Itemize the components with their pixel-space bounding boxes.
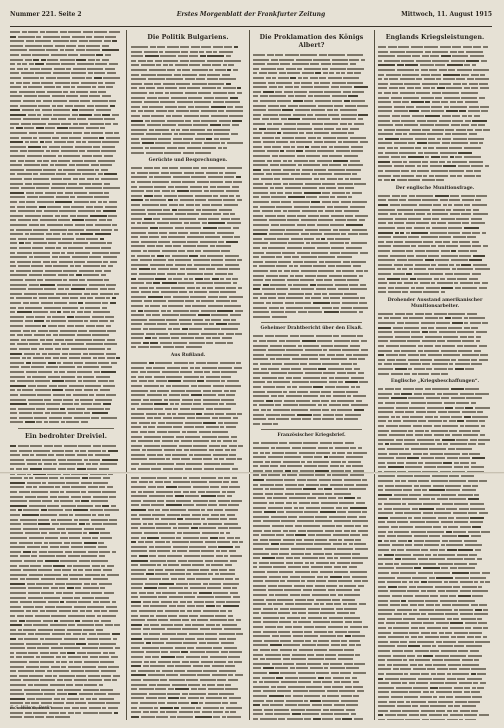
article-heading: Geheimer Drahtbericht über den Elsaß. [260,326,363,332]
text-line [131,151,245,156]
text-line [378,626,492,631]
text-line [10,536,122,541]
column-4 [378,30,492,720]
text-line [378,169,492,174]
text-line [10,131,122,136]
text-line [253,625,370,630]
text-line [131,632,245,637]
column-rule [374,30,375,720]
text-line [10,301,122,306]
text-line [10,30,122,35]
text-line [131,68,245,73]
page-fold [0,472,504,474]
text-line [253,53,370,58]
text-line [253,339,370,344]
text-line [378,479,492,484]
text-line [10,637,122,642]
text-line [378,424,492,429]
text-line [253,122,370,127]
text-line [131,304,245,309]
text-line [10,614,122,619]
text-line [253,694,370,699]
text-line [131,531,245,536]
text-line [10,76,122,81]
article-heading: Der englische Munitionsfrage. [395,185,475,191]
text-line [253,76,370,81]
text-line [131,45,245,50]
article-heading: Die Politik Bulgariens. [147,34,229,41]
text-line [131,462,245,467]
text-line [10,278,122,283]
text-line [253,385,370,390]
text-line [10,513,122,518]
text-line [253,446,370,451]
text-line [378,548,492,553]
column-rule [126,30,127,720]
text-line [131,407,245,412]
text-line [253,671,370,676]
text-line [378,571,492,576]
text-line [378,525,492,530]
text-line [253,593,370,598]
text-line [378,272,492,277]
text-line [131,508,245,513]
text-line [253,422,370,427]
text-line [131,701,245,706]
text-line [378,178,492,183]
article-heading: Englands Kriegsleistungen. [385,34,485,41]
text-line [10,402,122,407]
text-line [378,226,492,231]
text-line [131,327,245,332]
text-line [10,467,122,472]
text-line [131,114,245,119]
text-line [253,315,370,320]
masthead [10,6,492,27]
text-line [10,108,122,113]
text-line [131,345,245,350]
text-line [378,718,492,720]
text-line [10,660,122,665]
text-line [10,420,122,425]
text-line [131,123,245,128]
text-line [378,695,492,700]
column-3 [253,30,370,720]
text-line [10,370,122,375]
text-line [131,430,245,435]
text-line [378,281,492,286]
text-line [253,602,370,607]
article-heading: Englische „Kriegsbeschaffungen“. [390,379,480,385]
text-line [253,200,370,205]
text-line [378,91,492,96]
text-line [10,444,122,449]
article-heading: Ein bedrohter Dreiviel. [24,433,107,441]
column-rule [249,30,250,720]
section-divider [18,428,114,429]
text-line [10,591,122,596]
text-line [131,226,245,231]
text-line [253,524,370,529]
text-line [378,68,492,73]
text-line [253,478,370,483]
text-line [131,361,245,366]
text-line [378,456,492,461]
text-line [10,347,122,352]
text-line [131,577,245,582]
text-line [253,570,370,575]
text-line [131,719,245,720]
text-line [131,439,245,444]
text-line [131,485,245,490]
text-line [10,154,122,159]
text-line [10,559,122,564]
text-line [131,146,245,151]
text-line [131,678,245,683]
text-line [10,568,122,573]
text-line [253,455,370,460]
text-line [253,177,370,182]
text-line [378,672,492,677]
issue-date: Mittwoch, 11. August 1915 [401,11,492,18]
text-line [378,502,492,507]
text-line [10,99,122,104]
article-heading: Französischer Kriegsbrief. [277,433,346,439]
text-line [378,594,492,599]
article-heading: Aus Rußland. [170,353,206,358]
text-line [131,203,245,208]
text-line [378,45,492,50]
text-line [131,609,245,614]
text-line [253,547,370,552]
text-line [253,99,370,104]
text-line [10,246,122,251]
text-line [253,223,370,228]
text-line [253,154,370,159]
text-line [131,272,245,277]
text-line [131,249,245,254]
text-line [378,249,492,254]
newspaper-title: Erstes Morgenblatt der Frankfurter Zeitung [176,11,326,18]
text-line [378,401,492,406]
text-line [10,324,122,329]
text-line [10,715,122,720]
column-2 [131,30,245,720]
text-line [10,393,122,398]
text-line [378,123,492,128]
text-line [10,177,122,182]
text-line [253,278,370,283]
column-1 [10,30,122,720]
article-heading: Drohender Ausstand amerikanischer Munitionsarbeiter. [387,297,483,309]
text-line [131,586,245,591]
article-heading: Die Proklamation des Königs Albert? [259,34,364,49]
text-line [10,223,122,228]
page-number: Nummer 221. Seite 2 [10,11,82,18]
text-line [378,372,492,377]
text-line [378,649,492,654]
text-line [378,321,492,326]
signature: F. S. Wilson, Berlin [10,706,53,711]
text-line [131,180,245,185]
section-divider [261,429,362,430]
text-line [10,53,122,58]
section-divider [261,322,362,323]
text-line [253,362,370,367]
text-line [253,246,370,251]
text-line [10,490,122,495]
text-line [378,290,492,295]
text-line [253,301,370,306]
text-line [131,91,245,96]
text-line [131,384,245,389]
text-line [378,603,492,608]
text-line [378,146,492,151]
text-line [253,269,370,274]
text-line [253,501,370,506]
text-line [253,717,370,720]
text-line [10,200,122,205]
text-line [131,281,245,286]
text-line [253,131,370,136]
text-line [378,203,492,208]
text-line [378,367,492,372]
text-line [253,408,370,413]
text-line [378,114,492,119]
text-line [10,255,122,260]
article-heading: Gerüchte und Besprechungen. [148,158,228,164]
text-line [253,648,370,653]
text-line [131,655,245,660]
text-line [378,344,492,349]
text-line [131,554,245,559]
